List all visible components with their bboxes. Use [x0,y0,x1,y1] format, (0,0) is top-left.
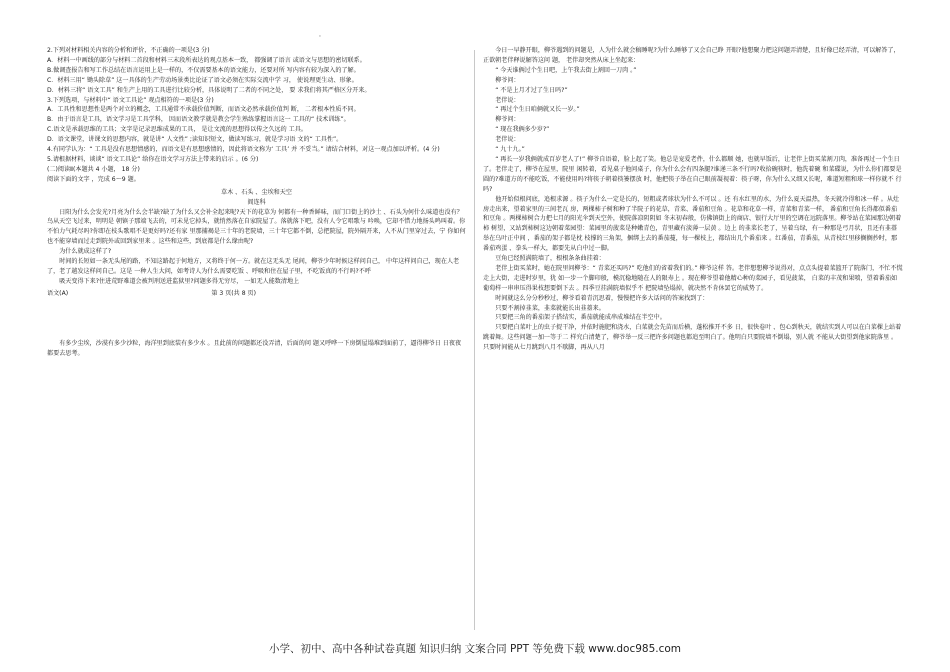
question-4-stem: 4.有同学认为：“ 工具是没有思想情感的，而语文是有思想感情的，因此将语文称为‘ 工具’ 并 不妥当。” 请结合材料，对这一观点加以评析。(4 分) [47,146,440,154]
passage-paragraph: 吸天变得下来?住进荒野难道会被判刑送进监狱里?问题多得无穷尽， 一如无人能数清地上 [59,277,300,285]
question-5-stem: 5.请根据材料，谈谈“ 语文工具论” 给你在语文学习方法上带来的启示 。(6 分) [47,155,259,163]
right-paragraph: 他开始似根问底，追根求源 。筷子为什么一定是长的，短粗或者球状为什么不可以 。还 有水红里的水，为什么夏天温热，冬天就冷得和冰一样 。从灶房走出来，望着家里的三间老瓦 房，两棵柿子树和种了半院子的花草，青菜、番茄和豆角 。花草和花草一样，青菜和青菜一样， 番茄和豆角长得都似番茄和豆角 。两棵柿树合力把七月的阳光伞到天空外，使院落凉阴阴如 冬末初春般，仿佛镇街上的商店、银行大厅里的空调在远院落里。柳爷站在菜园那边朝着柿 树望，又站到柿树这边朝着菜园望：菜园里的菠菜是种嫩青色，青里藏有淡薄一层黄 。边上 的韭菜长老了，呈着乌绿，有一种那是弓月状，且还有韭薹举在乌叶正中间 ，番茄的架子都是枕 枝撑的三角架，捆绑上去的番茄蔓，每一棵枝上，都结出几个番茄来 。红番茄，青番茄，从青枝红里移搁搁抄时，那番茄鸡蛋 、拳头一样大，都要先从白中过一脚。 [483,195,902,253]
option: B.做调查报告和写工作总结在语言运用上是一样的，不仅需要基本的语文能力，还要对所 写内容有较为深入的了解。 [47,66,360,74]
right-paragraph: “ 不是上月才过了生日吗?” [495,86,568,94]
option: C．材料三用“ 锄头除草” 这一具体的生产劳动场景类比论证了语文必须在实际交流中学 习， 使说理更生动、形象。 [47,76,358,84]
right-paragraph: 只要把白菜叶上的虫子捉干净，并依时施肥和浇水，白菜就会先苗而后横，蓬松推开不多 日，很快卷叶 、包心到秋天，就结实到人可以在白菜棵上站着跳着舞。这些问题一加一等于二 样究白清楚了，柳爷举一反三把许多问题也都追至明白了。他明白只要院墙不倒塌，别人就 不能从大街望到他家院落里 。只要时间能从七月跳到八月不歇脚，再从八月 [483,324,902,352]
section-header: (二)阅读Ⅱ(本题共 4 小题， 18 分) [47,165,140,173]
option: D．语文课堂，讲课文的思想内容，就是讲“ 人文性” ;读知识短文，做读写练习，就是学习语 文的“ 工具性”。 [47,136,343,144]
passage-title: 草木 、石头 、尘埃和天空 [221,188,292,196]
right-paragraph: “ 再过个生日咱俩就又长一岁。” [495,106,580,114]
right-paragraph: “ 今天谁俩过个生日吧，上午我去街上割回一刀肉 。” [495,66,637,74]
right-paragraph: “ 九十九。” [495,146,525,154]
question-2-options [47,56,466,96]
column-divider [474,50,475,630]
passage-paragraph: 有多少尘埃，沙漠有多少沙粒，海洋里到底装有多少水 。且此前的问题都还没弄清，后面的问 题又呼哗一下房倒屋塌堆到面前了，逼得柳爷日 日夜夜都要去思考。 [47,339,462,357]
right-paragraph: 只要不割掉韭菜，韭菜就能长出韭薹来。 [495,304,605,312]
passage-paragraph: 日阳为什么会发光?月亮为什么会半缺?缺了为什么又会补全起来呢?天下的花草为 何都有一种香鲜味，而门口街上的沙土 、石头为何什么味道也没有？鸟从天空飞过来，明明是 朝镇子那端飞去的，可未见它掉头，就悄然落在自家院屋了。落就落下吧，没有人令它唱歌与 吟唤，它却不惜力地扬头鸣叫着。你不怕力气耗尽吗?你即在枝头歌唱不是更好吗?还有家 里那捕褐是三十年的老院墙，三十年它都不倒，总把院屋，院外隔开来，人不从门里穿过去，宁 你如何也不能穿墙而过走到院外或回到家里来 。这些和这些，到底都是什么缘由呢? [47,208,466,246]
right-paragraph: 今日一早静开眼，柳爷遇到的问题是，人为什么就会稿睡呢?为什么睡够了又会自己睁 开眼?他想聚力把这问题弄清楚，且好像已经弄清，可以解答了，正欲朝老伴释说解答这问 题， 老伴却突然从床上坐起来： [483,47,900,64]
passage-author: 阎连科 [247,198,266,206]
right-paragraph: 老伴上街买菜时，她在院里问柳爷：“ 青菜还买吗?” 吃他们的省着我们的。” 柳爷这样 答。老伴想想柳爷说得对，点点头提着菜篮开了院落门，不忙不慌走上大街，走进时岁里，犹 如一步一个脚印般，模沉稳地随在人的限寿上 。现在柳爷望着他精心种的菜园子，看见菠菜， 白菜的丰茂和果喷，望着番茄如葡萄样一串串压得果枝想要倒下去 。四季豆挂满院墙似乎不 把院墙坠塌掉，就决然不肯休罢它的威势了。 [483,264,903,292]
right-column [483,46,903,353]
right-paragraph: 豆角已经照满院墙了，根根条条曲挂着： [495,255,605,263]
option: B．由于语言是工具，语文学习是工具学科， 因而语文教学就是教会学生熟练掌握语言这一 工具的“ 技术训练”。 [47,116,350,124]
question-3-stem: 3.下列选项，与材料中“ 语文工具论” 观点相符的一项是(3 分) [47,96,214,104]
page-number: 第 3 页(共 8 页) [211,289,256,297]
page-footer [47,289,466,299]
right-paragraph: 柳爷问： [495,116,520,124]
option: A．工具性和思想性是两个对立的概念，工具通常不承载价值判断，而语文必然承载价值判 断， 二者根本性质不同。 [47,106,360,114]
left-column [47,46,466,358]
reading-instruction: 阅读下面的文字 ，完成 6～9 题。 [47,175,140,183]
right-paragraph: “ 再长一岁我俩就成百岁老人了!” 柳爷自语着，脸上起了笑。他总是宠爱老件，什么都顺 她，也就早饭后，让老伴上街买菜割刀肉，准备再过一个生日了。老伴走了，柳爷在屋里，院里 闲转着，看见桌子他问桌子，你为什么会有四条腿?谁递三条不行吗?收拾碗筷时，他洗着碗 和菜碟说，为什么你们都要是圆的?难道方的不能吃饭，不能使用吗?将筷子朝着筷篓摆放 时，他把筷子举在自己眼前凝视着：筷子呀，你为什么又细又长呢，难道短粗和球一样你就不 行吗? [483,155,902,193]
right-paragraph: 老伴说： [495,136,520,144]
passage-paragraph: 时间的长短如一条无头尾的路，不知这路起于何地方，又将终于何一方。就在这无头无 尾间，柳爷少年时候这样问自己， 中年这样问自己，现在人老了，老了越发这样问自己。这是 一种人生大问，如考诗人为什么需要吃饭 、呼吸和住在屋子里，不吃饭真的不行吗?不呼 [47,258,460,275]
right-paragraph: 只要把三角的番茄架子搭结实，番茄就能成串成堆结在半空中。 [495,314,666,322]
subject-label: 语文(A) [47,289,69,297]
question-2-stem: 2.下列对材料相关内容的分析和评价，不正确的一项是(3 分) [47,47,210,54]
passage-paragraph: 为什么就成这样了? [59,248,112,256]
option: A．材料一中画线的部分与材料二首段和材料三末段所表达的观点基本一致， 都强调了语言 或语文与思想的密切联系。 [47,56,366,64]
right-paragraph: 时间就这么分分秒秒过，柳爷看着青沉思着，慢慢把许多大话问的答案找到了： [495,294,709,302]
option: D．材料三将“ 语文工具” 和生产上用的工具进行比较分析，具体说明了二者的不同之处， 要 求我们将其严格区分开来。 [47,86,371,94]
right-paragraph: 柳爷问： [495,76,520,84]
top-mark: ' [319,34,321,42]
next-page-fragment [47,339,466,359]
question-3-options [47,105,466,145]
footer-banner: 小学、初中、高中各种试卷真题 知识归纳 文案合同 PPT 等免费下载 www.doc985.com [268,643,682,655]
option: C.语文是承载思维的工具；文字是记录思维成果的工具， 是让文流的思想得以传之久远的 工具。 [47,126,307,134]
right-paragraph: 老伴说： [495,96,520,104]
right-paragraph: “ 现在我俩多少岁?” [495,126,550,134]
